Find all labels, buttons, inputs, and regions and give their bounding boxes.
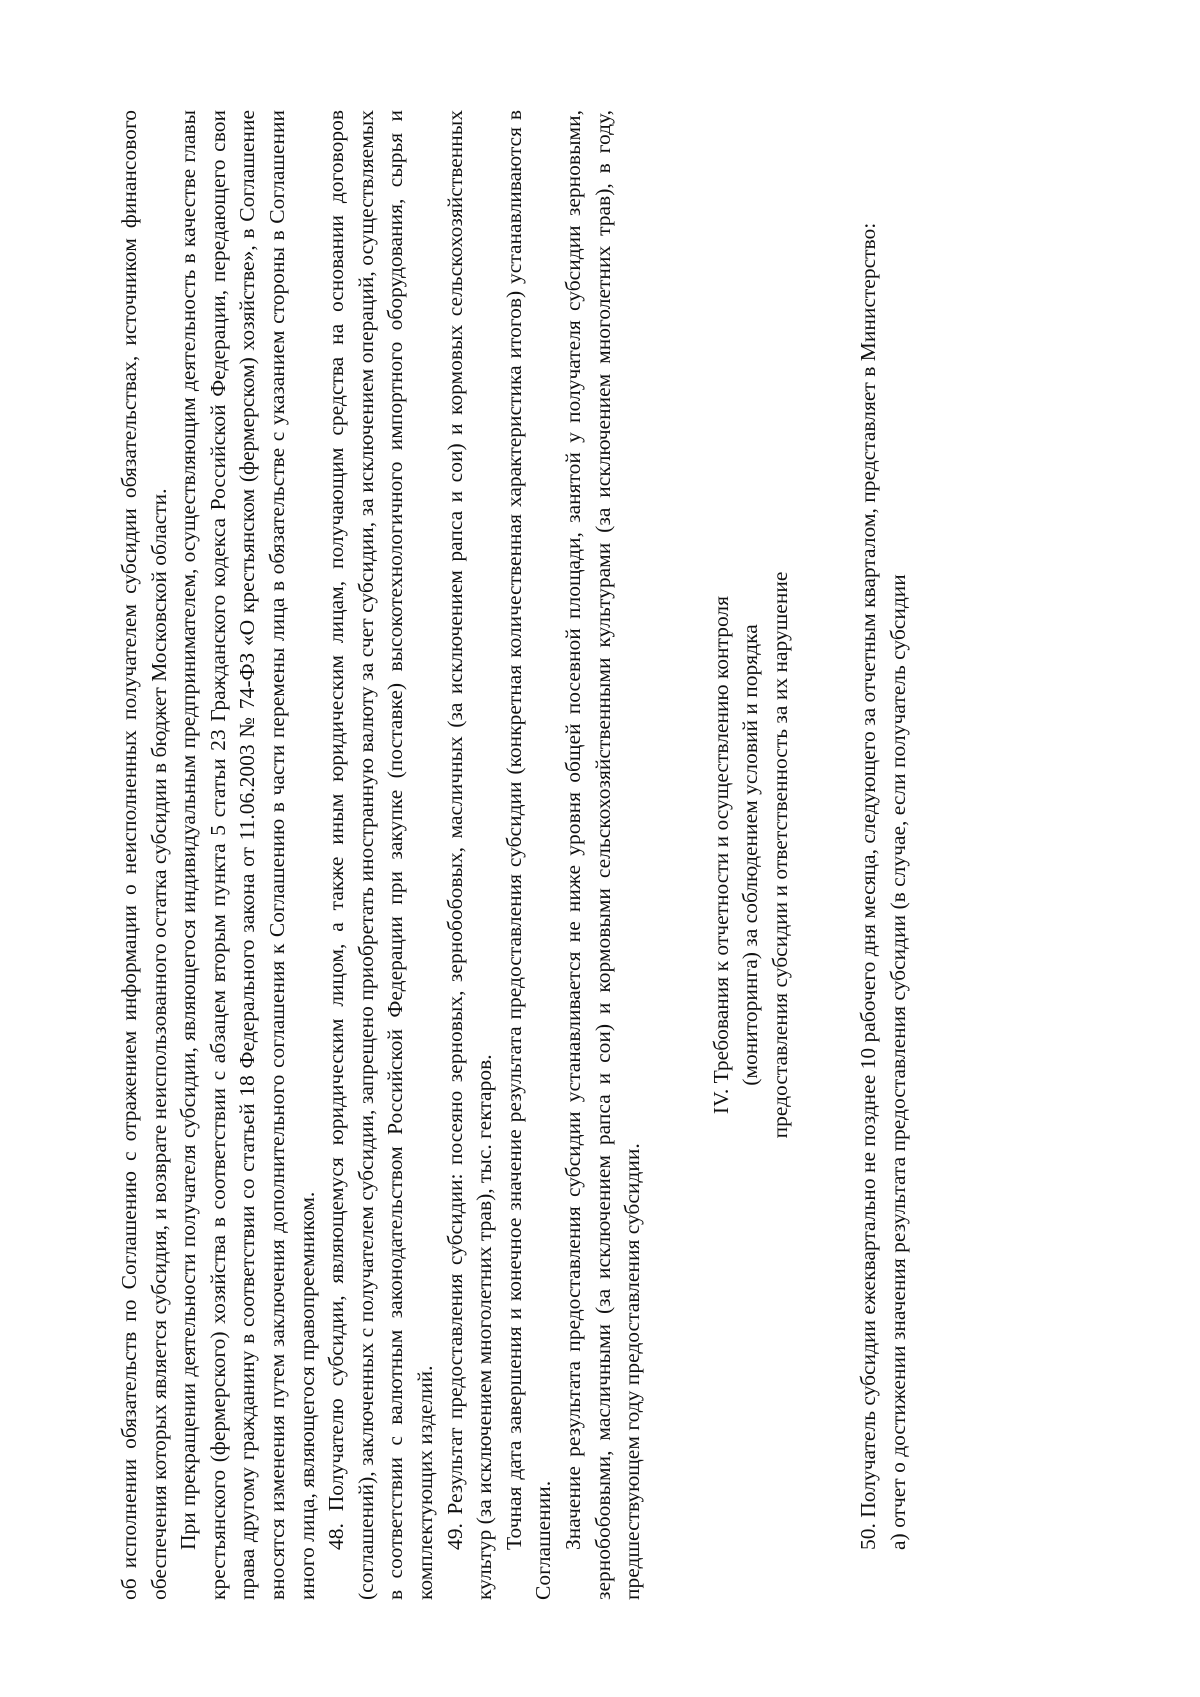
spacer [648, 110, 707, 1600]
section-heading-line-2: (мониторинга) за соблюдением условий и порядка [738, 624, 763, 1086]
paragraph-exact-date: Точная дата завершения и конечное значение результата предоставления субсидии (конкретная количественная характеристика итогов) устанавливаются в Соглашении. [501, 110, 556, 1600]
paragraph-49: 49. Результат предоставления субсидии: посеяно зерновых, зернобобовых, масличных (за исключением рапса и сои) и кормовых сельскохозяйственных культур (за исключением многолетних трав), тыс. гектаров. [442, 110, 497, 1600]
paragraph-continuation: об исполнении обязательств по Соглашению с отражением информации о неисполненных получателем субсидии обязательствах, источником финансового обеспечения которых является субсидия, и возврате неиспользованного остатка субсидии в бюджет Московской области. [117, 110, 171, 1600]
spacer [795, 110, 854, 1600]
section-heading-line-3: предоставления субсидии и ответственность за их нарушение [767, 571, 792, 1139]
paragraph-result-value: Значение результата предоставления субсидии устанавливается не ниже уровня общей посевной площади, занятой у получателя субсидии зерновыми, зернобобовыми, масличными (за исключением рапса и сои) и кормовыми сельскохозяйственными культурами (за исключением многолетних трав), в году, предшествующем году предоставления субсидии. [560, 110, 645, 1600]
paragraph-50: 50. Получатель субсидии ежеквартально не позднее 10 рабочего дня месяца, следующего за отчетным кварталом, представляет в Министерство: [856, 222, 881, 1550]
section-heading [707, 110, 796, 1600]
paragraph-50-a: а) отчет о достижении значения результата предоставления субсидии (в случае, если получатель субсидии [886, 574, 911, 1550]
paragraph-termination: При прекращении деятельности получателя субсидии, являющегося индивидуальным предпринимателем, осуществляющим деятельность в качестве главы крестьянского (фермерского) хозяйства в соответствии с абзацем вторым пункта 5 статьи 23 Гражданского кодекса Российской Федерации, передающего свои права другому гражданину в соответствии со статьей 18 Федерального закона от 11.06.2003 № 74-ФЗ «О крестьянском (фермерском) хозяйстве», в Соглашение вносятся изменения путем заключения дополнительного соглашения к Соглашению в части перемены лица в обязательстве с указанием стороны в Соглашении иного лица, являющегося правопреемником. [176, 110, 319, 1600]
paragraph-48: 48. Получателю субсидии, являющемуся юридическим лицом, а также иным юридическим лицам, получающим средства на основании договоров (соглашений), заключенных с получателем субсидии, запрещено приобретать иностранную валюту за счет субсидии, за исключением операций, осуществляемых в соответствии с валютным законодательством Российской Федерации при закупке (поставке) высокотехнологичного импортного оборудования, сырья и комплектующих изделий. [324, 110, 437, 1600]
section-heading-line-1: IV. Требования к отчетности и осуществлению контроля [708, 595, 733, 1115]
page-text-block [115, 110, 1075, 1600]
